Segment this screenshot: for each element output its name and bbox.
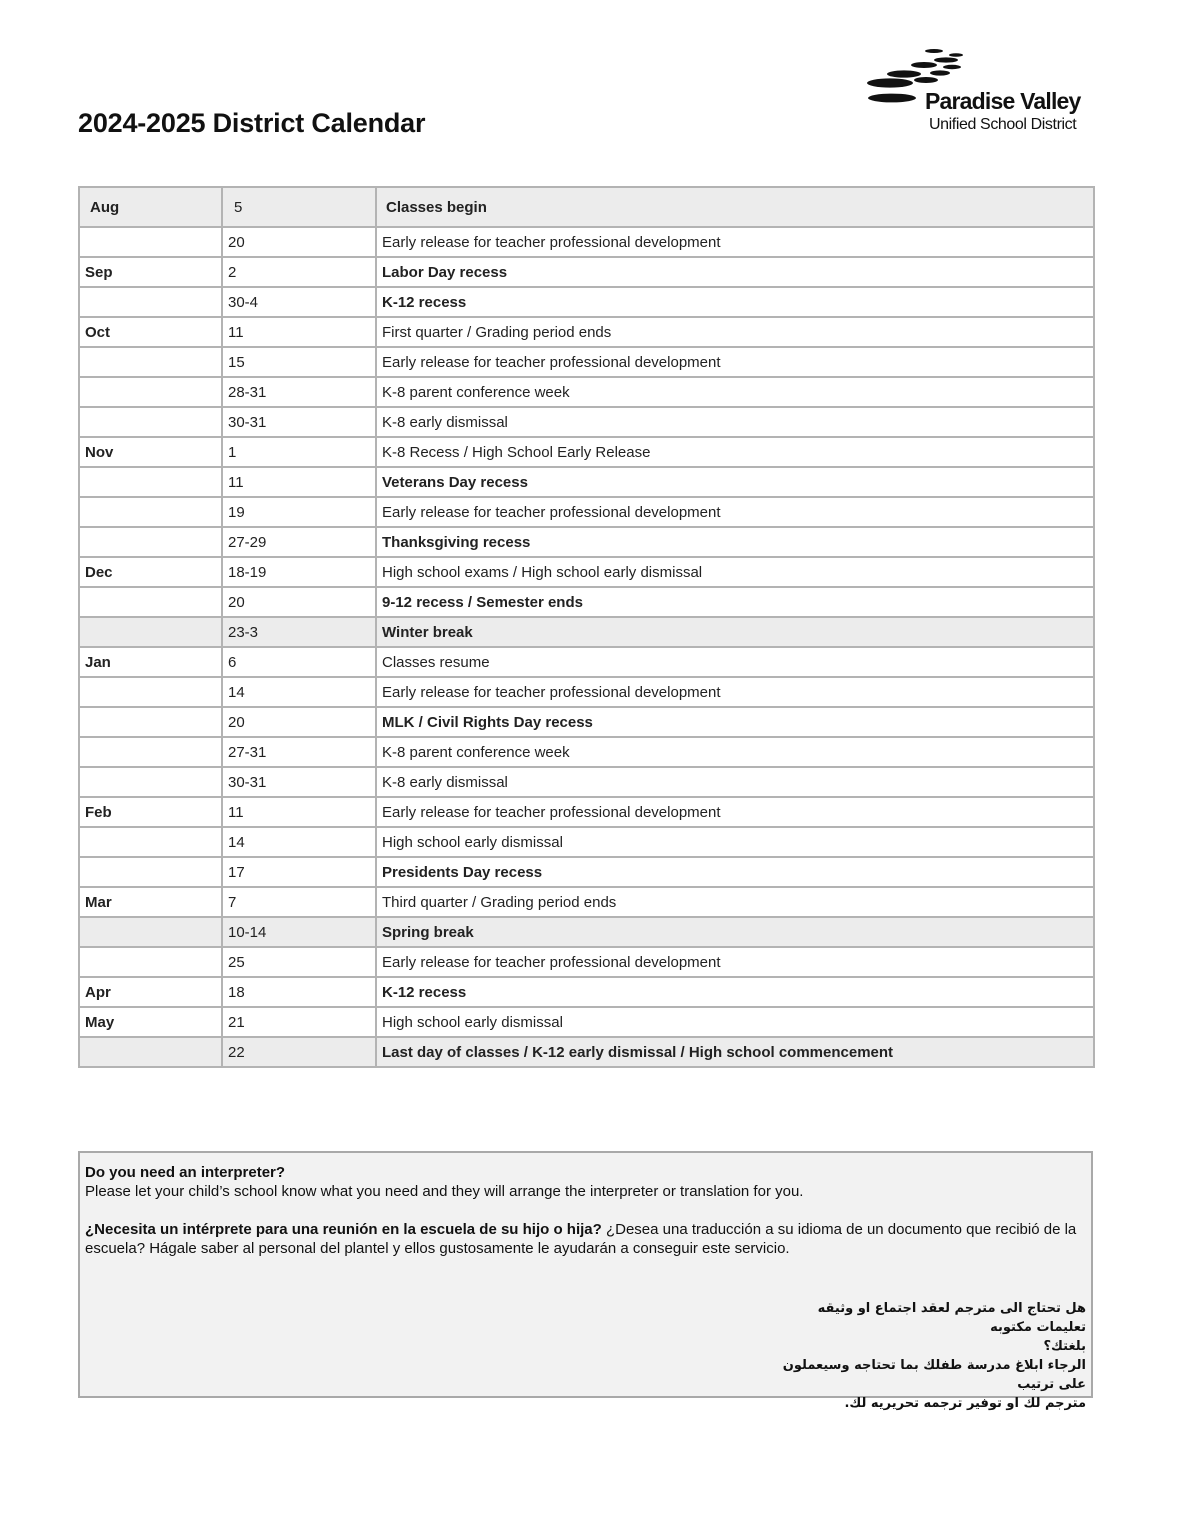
calendar-row (79, 227, 1094, 257)
date-cell: 30-31 (222, 407, 376, 437)
calendar-row (79, 1007, 1094, 1037)
month-cell (79, 737, 222, 767)
month-cell (79, 707, 222, 737)
calendar-row (79, 947, 1094, 977)
month-cell (79, 287, 222, 317)
date-cell: 27-29 (222, 527, 376, 557)
event-cell: Early release for teacher professional development (376, 947, 1094, 977)
event-cell: K-12 recess (376, 977, 1094, 1007)
date-cell: 19 (222, 497, 376, 527)
date-cell: 11 (222, 467, 376, 497)
calendar-row (79, 647, 1094, 677)
event-cell: Labor Day recess (376, 257, 1094, 287)
month-cell: May (79, 1007, 222, 1037)
event-cell: K-8 early dismissal (376, 407, 1094, 437)
date-cell: 7 (222, 887, 376, 917)
calendar-row (79, 587, 1094, 617)
event-cell: Last day of classes / K-12 early dismissal / High school commencement (376, 1037, 1094, 1067)
month-cell: Jan (79, 647, 222, 677)
interpreter-notice (78, 1151, 1093, 1411)
event-cell: MLK / Civil Rights Day recess (376, 707, 1094, 737)
date-cell: 22 (222, 1037, 376, 1067)
spanish-body: ¿Desea una traducción a su idioma de un documento que recibió de la escuela? Hágale saber al personal del plantel y ellos gustosamente le ayudarán a conseguir este servicio. (85, 1221, 1077, 1257)
event-cell: High school exams / High school early dismissal (376, 557, 1094, 587)
calendar-row (79, 827, 1094, 857)
district-logo (864, 46, 1096, 142)
date-cell: 11 (222, 797, 376, 827)
month-cell (79, 767, 222, 797)
month-cell (79, 677, 222, 707)
event-cell: Winter break (376, 617, 1094, 647)
date-cell: 20 (222, 707, 376, 737)
event-cell: Early release for teacher professional development (376, 677, 1094, 707)
event-cell: K-8 parent conference week (376, 377, 1094, 407)
calendar-row (79, 187, 1094, 227)
month-cell (79, 1037, 222, 1067)
month-cell (79, 377, 222, 407)
date-cell: 11 (222, 317, 376, 347)
event-cell: Veterans Day recess (376, 467, 1094, 497)
date-cell: 14 (222, 827, 376, 857)
date-cell: 10-14 (222, 917, 376, 947)
arabic-line: الرجاء ابلاغ مدرسة طفلك بما تحتاجه وسيعملون على ترتيب (782, 1358, 1086, 1392)
event-cell: High school early dismissal (376, 827, 1094, 857)
event-cell: Early release for teacher professional development (376, 347, 1094, 377)
month-cell (79, 917, 222, 947)
english-body: Please let your child’s school know what you need and they will arrange the interpreter or translation for you. (85, 1183, 804, 1200)
date-cell: 18-19 (222, 557, 376, 587)
date-cell: 1 (222, 437, 376, 467)
event-cell: Classes begin (376, 187, 1094, 227)
calendar-row (79, 377, 1094, 407)
date-cell: 17 (222, 857, 376, 887)
arabic-notice (766, 1299, 1086, 1413)
calendar-row (79, 767, 1094, 797)
date-cell: 20 (222, 587, 376, 617)
month-cell (79, 527, 222, 557)
month-cell: Feb (79, 797, 222, 827)
month-cell (79, 587, 222, 617)
arabic-line: بلغتك؟ (1043, 1339, 1086, 1354)
calendar-row (79, 707, 1094, 737)
english-heading: Do you need an interpreter? (85, 1164, 286, 1181)
calendar-row (79, 737, 1094, 767)
month-cell (79, 407, 222, 437)
month-cell (79, 947, 222, 977)
event-cell: Early release for teacher professional development (376, 797, 1094, 827)
event-cell: 9-12 recess / Semester ends (376, 587, 1094, 617)
month-cell (79, 857, 222, 887)
calendar-row (79, 317, 1094, 347)
date-cell: 6 (222, 647, 376, 677)
spanish-notice (85, 1220, 1085, 1258)
calendar-row (79, 287, 1094, 317)
calendar-row (79, 887, 1094, 917)
month-cell (79, 467, 222, 497)
calendar-row (79, 617, 1094, 647)
event-cell: Presidents Day recess (376, 857, 1094, 887)
event-cell: Early release for teacher professional development (376, 227, 1094, 257)
calendar-row (79, 527, 1094, 557)
date-cell: 5 (222, 187, 376, 227)
date-cell: 30-4 (222, 287, 376, 317)
date-cell: 23-3 (222, 617, 376, 647)
calendar-row (79, 977, 1094, 1007)
event-cell: K-8 parent conference week (376, 737, 1094, 767)
month-cell: Oct (79, 317, 222, 347)
logo-subtitle: Unified School District (929, 116, 1077, 133)
date-cell: 21 (222, 1007, 376, 1037)
date-cell: 30-31 (222, 767, 376, 797)
month-cell (79, 827, 222, 857)
event-cell: Early release for teacher professional development (376, 497, 1094, 527)
event-cell: Thanksgiving recess (376, 527, 1094, 557)
month-cell (79, 227, 222, 257)
month-cell: Aug (79, 187, 222, 227)
event-cell: K-8 Recess / High School Early Release (376, 437, 1094, 467)
date-cell: 20 (222, 227, 376, 257)
logo-name: Paradise Valley (925, 88, 1081, 114)
date-cell: 15 (222, 347, 376, 377)
month-cell: Sep (79, 257, 222, 287)
calendar-row (79, 917, 1094, 947)
calendar-row (79, 1037, 1094, 1067)
month-cell: Mar (79, 887, 222, 917)
calendar-row (79, 347, 1094, 377)
event-cell: Classes resume (376, 647, 1094, 677)
event-cell: First quarter / Grading period ends (376, 317, 1094, 347)
english-notice (85, 1163, 1085, 1201)
calendar-row (79, 257, 1094, 287)
calendar-row (79, 497, 1094, 527)
calendar-row (79, 857, 1094, 887)
event-cell: K-12 recess (376, 287, 1094, 317)
page-title: 2024-2025 District Calendar (78, 108, 426, 138)
event-cell: Spring break (376, 917, 1094, 947)
arabic-line: مترجم لك او توفير ترجمه تحريريه لك. (844, 1396, 1086, 1411)
date-cell: 2 (222, 257, 376, 287)
month-cell (79, 497, 222, 527)
event-cell: K-8 early dismissal (376, 767, 1094, 797)
date-cell: 25 (222, 947, 376, 977)
spanish-heading: ¿Necesita un intérprete para una reunión en la escuela de su hijo o hija? (85, 1221, 602, 1238)
calendar-table (78, 186, 1095, 1068)
date-cell: 14 (222, 677, 376, 707)
calendar-row (79, 677, 1094, 707)
date-cell: 27-31 (222, 737, 376, 767)
date-cell: 28-31 (222, 377, 376, 407)
arabic-line: هل تحتاج الى مترجم لعقد اجتماع او وثيقه تعليمات مكتوبه (817, 1301, 1086, 1335)
event-cell: Third quarter / Grading period ends (376, 887, 1094, 917)
date-cell: 18 (222, 977, 376, 1007)
calendar-row (79, 467, 1094, 497)
month-cell: Apr (79, 977, 222, 1007)
event-cell: High school early dismissal (376, 1007, 1094, 1037)
calendar-row (79, 437, 1094, 467)
calendar-row (79, 797, 1094, 827)
month-cell (79, 347, 222, 377)
month-cell: Dec (79, 557, 222, 587)
month-cell: Nov (79, 437, 222, 467)
calendar-row (79, 407, 1094, 437)
calendar-row (79, 557, 1094, 587)
month-cell (79, 617, 222, 647)
